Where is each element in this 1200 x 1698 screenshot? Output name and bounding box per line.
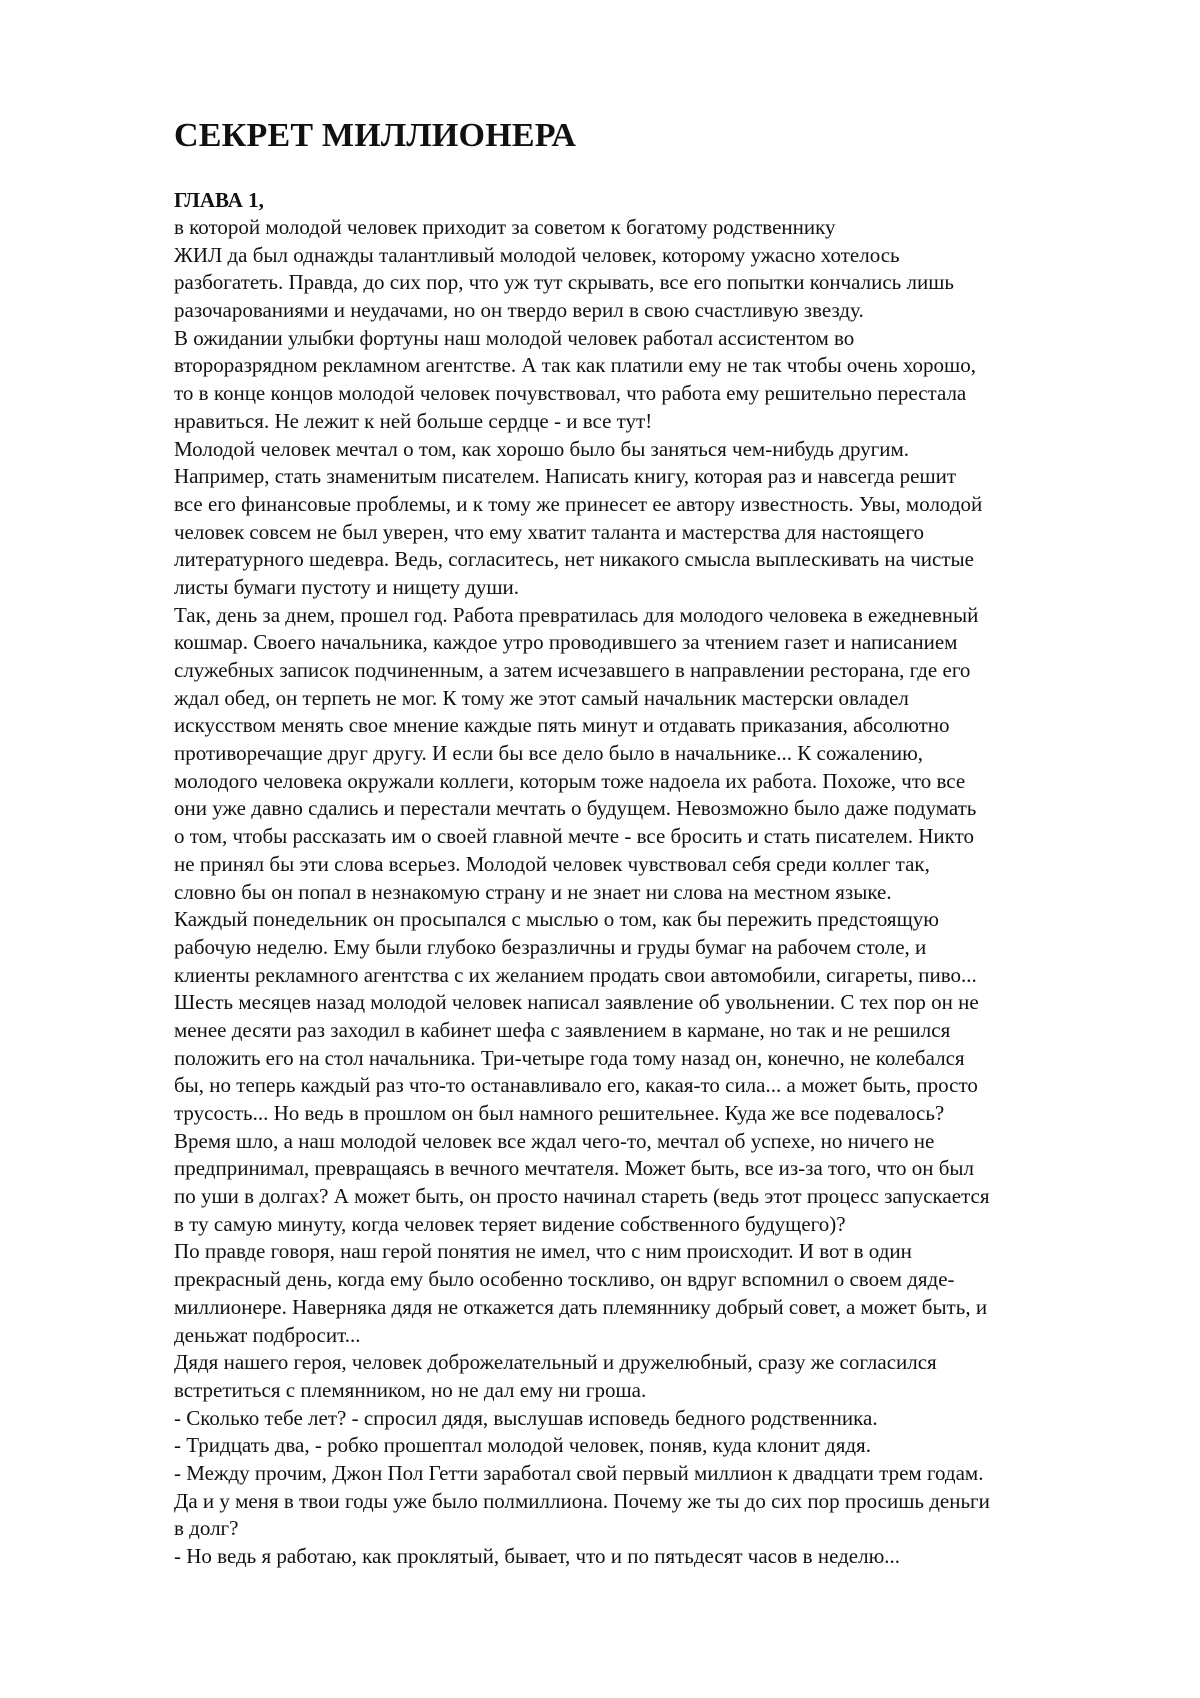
chapter-heading: ГЛАВА 1,: [174, 188, 264, 212]
text-line: Время шло, а наш молодой человек все ждал чего-то, мечтал об успехе, но ничего не: [174, 1128, 935, 1153]
text-line: разбогатеть. Правда, до сих пор, что уж тут скрывать, все его попытки кончались лишь: [174, 270, 954, 295]
text-line: Например, стать знаменитым писателем. Написать книгу, которая раз и навсегда решит: [174, 464, 957, 489]
text-line: нравиться. Не лежит к ней больше сердце - и все тут!: [174, 408, 653, 433]
text-line: все его финансовые проблемы, и к тому же принесет ее автору известность. Увы, молодой: [174, 491, 983, 516]
text-line: Так, день за днем, прошел год. Работа превратилась для молодого человека в ежедневный: [174, 602, 979, 627]
text-line: Молодой человек мечтал о том, как хорошо было бы заняться чем-нибудь другим.: [174, 436, 910, 461]
text-line: служебных записок подчиненным, а затем исчезавшего в направлении ресторана, где его: [174, 658, 971, 682]
text-line: - Между прочим, Джон Пол Гетти заработал свой первый миллион к двадцати трем годам.: [174, 1460, 984, 1485]
text-line: Да и у меня в твои годы уже было полмиллиона. Почему же ты до сих пор просишь деньги: [174, 1488, 990, 1513]
text-line: человек совсем не был уверен, что ему хватит таланта и мастерства для настоящего: [174, 519, 924, 544]
text-line: положить его на стол начальника. Три-четыре года тому назад он, конечно, не колебался: [174, 1045, 965, 1070]
text-line: искусством менять свое мнение каждые пять минут и отдавать приказания, абсолютно: [174, 713, 950, 738]
text-line: разочарованиями и неудачами, но он твердо верил в свою счастливую звезду.: [174, 298, 864, 323]
text-line: По правде говоря, наш герой понятия не имел, что с ним происходит. И вот в один: [174, 1239, 912, 1264]
text-line: молодого человека окружали коллеги, которым тоже надоела их работа. Похоже, что все: [174, 768, 966, 793]
text-line: по уши в долгах? А может быть, он просто начинал стареть (ведь этот процесс запускается: [174, 1184, 990, 1209]
text-line: в долг?: [174, 1516, 239, 1541]
body-text: [174, 214, 1134, 1571]
text-line: листы бумаги пустоту и нищету души.: [174, 574, 520, 599]
text-line: встретиться с племянником, но не дал ему ни гроша.: [174, 1377, 647, 1402]
text-line: не принял бы эти слова всерьез. Молодой человек чувствовал себя среди коллег так,: [174, 851, 930, 876]
text-line: - Но ведь я работаю, как проклятый, бывает, что и по пятьдесят часов в неделю...: [174, 1544, 901, 1568]
text-line: второразрядном рекламном агентстве. А так как платили ему не так чтобы очень хорошо,: [174, 353, 976, 378]
text-line: Дядя нашего героя, человек доброжелательный и дружелюбный, сразу же согласился: [174, 1350, 937, 1375]
text-line: кошмар. Своего начальника, каждое утро проводившего за чтением газет и написанием: [174, 630, 958, 655]
text-line: трусость... Но ведь в прошлом он был намного решительнее. Куда же все подевалось?: [174, 1101, 945, 1125]
text-line: деньжат подбросит...: [174, 1322, 361, 1347]
text-line: литературного шедевра. Ведь, согласитесь, нет никакого смысла выплескивать на чистые: [174, 547, 974, 572]
text-line: в которой молодой человек приходит за советом к богатому родственнику: [174, 215, 836, 239]
text-line: прекрасный день, когда ему было особенно тоскливо, он вдруг вспомнил о своем дяде-: [174, 1267, 955, 1292]
text-line: В ожидании улыбки фортуны наш молодой человек работал ассистентом во: [174, 325, 855, 350]
text-line: они уже давно сдались и перестали мечтать о будущем. Невозможно было даже подумать: [174, 796, 977, 821]
text-line: о том, чтобы рассказать им о своей главной мечте - все бросить и стать писателем. Никто: [174, 824, 974, 849]
text-line: противоречащие друг другу. И если бы все дело было в начальнике... К сожалению,: [174, 741, 924, 766]
text-line: - Сколько тебе лет? - спросил дядя, выслушав исповедь бедного родственника.: [174, 1405, 878, 1430]
text-line: миллионере. Наверняка дядя не откажется дать племяннику добрый совет, а может быть, и: [174, 1294, 988, 1319]
text-line: бы, но теперь каждый раз что-то останавливало его, какая-то сила... а может быть, просто: [174, 1073, 978, 1098]
text-line: менее десяти раз заходил в кабинет шефа с заявлением в кармане, но так и не решился: [174, 1017, 951, 1042]
text-line: - Тридцать два, - робко прошептал молодой человек, поняв, куда клонит дядя.: [174, 1433, 871, 1458]
text-line: Шесть месяцев назад молодой человек написал заявление об увольнении. С тех пор он не: [174, 990, 979, 1015]
text-line: Каждый понедельник он просыпался с мыслью о том, как бы пережить предстоящую: [174, 907, 939, 932]
text-line: в ту самую минуту, когда человек теряет видение собственного будущего)?: [174, 1211, 846, 1236]
text-line: рабочую неделю. Ему были глубоко безразличны и груды бумаг на рабочем столе, и: [174, 934, 927, 959]
text-line: словно бы он попал в незнакомую страну и не знает ни слова на местном языке.: [174, 879, 892, 904]
text-line: то в конце концов молодой человек почувствовал, что работа ему решительно перестала: [174, 381, 967, 406]
text-line: предпринимал, превращаясь в вечного мечтателя. Может быть, все из-за того, что он был: [174, 1156, 974, 1181]
text-line: ждал обед, он терпеть не мог. К тому же этот самый начальник мастерски овладел: [174, 685, 909, 710]
document-title: СЕКРЕТ МИЛЛИОНЕРА: [174, 117, 577, 154]
text-line: ЖИЛ да был однажды талантливый молодой человек, которому ужасно хотелось: [174, 242, 900, 267]
text-line: клиенты рекламного агентства с их желанием продать свои автомобили, сигареты, пиво...: [174, 962, 977, 987]
